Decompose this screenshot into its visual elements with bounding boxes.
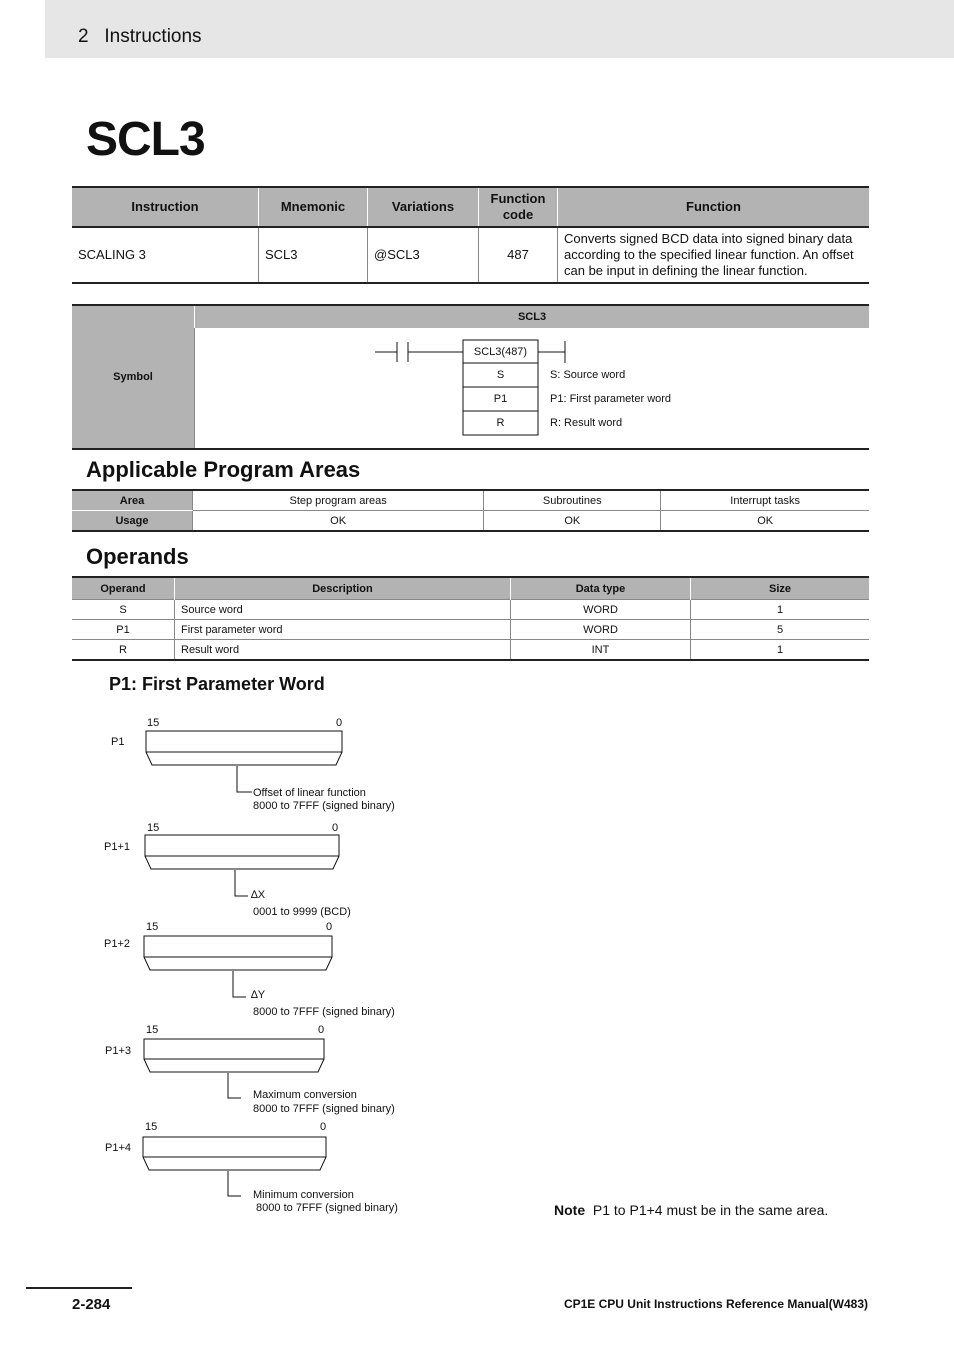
manual-title: CP1E CPU Unit Instructions Reference Manual(W483) (563, 1297, 868, 1311)
page-number: 2-284 (72, 1296, 111, 1313)
word-p1-range: 8000 to 7FFF (signed binary) (253, 800, 395, 812)
section-header: 2 Instructions (78, 26, 202, 47)
usage-interrupt-tasks: OK (661, 511, 869, 532)
row-label-usage: Usage (72, 511, 193, 532)
cell-description: First parameter word (175, 620, 511, 640)
cell-data-type: WORD (511, 600, 691, 620)
symbol-heading: SCL3 (195, 305, 870, 328)
usage-step-program: OK (193, 511, 484, 532)
cell-description: Source word (175, 600, 511, 620)
word-p1-1-range: 0001 to 9999 (BCD) (253, 906, 351, 918)
col-step-program-areas: Step program areas (193, 490, 484, 511)
cell-size: 1 (691, 600, 870, 620)
note-text: P1 to P1+4 must be in the same area. (592, 1202, 829, 1218)
col-header-instruction: Instruction (72, 187, 259, 227)
bit-0-label: 0 (318, 1024, 325, 1036)
word-p1-4-desc: Minimum conversion (253, 1189, 354, 1201)
col-header-data-type: Data type (511, 577, 691, 600)
cell-function: Converts signed BCD data into signed binary data according to the specified linear function. An offset can be input in defining the linear function. (558, 227, 870, 283)
cell-instruction: SCALING 3 (72, 227, 259, 283)
cell-description: Result word (175, 640, 511, 661)
operands-heading: Operands (86, 544, 189, 569)
operand-s-description: S: Source word (550, 369, 626, 381)
col-header-description: Description (175, 577, 511, 600)
note (554, 1202, 828, 1218)
operand-s: S (496, 369, 505, 381)
cell-data-type: WORD (511, 620, 691, 640)
cell-operand: S (72, 600, 175, 620)
col-header-mnemonic: Mnemonic (259, 187, 368, 227)
word-label-p1-3: P1+3 (105, 1045, 131, 1057)
word-p1-3-range: 8000 to 7FFF (signed binary) (253, 1103, 395, 1115)
cell-variations: @SCL3 (368, 227, 479, 283)
col-subroutines: Subroutines (484, 490, 661, 511)
cell-operand: R (72, 640, 175, 661)
footer-rule (26, 1287, 132, 1289)
symbol-label: Symbol (72, 305, 195, 449)
usage-subroutines: OK (484, 511, 661, 532)
word-p1-2-range: 8000 to 7FFF (signed binary) (253, 1006, 395, 1018)
word-label-p1-2: P1+2 (104, 938, 130, 950)
page-title: SCL3 (86, 113, 205, 166)
cell-size: 5 (691, 620, 870, 640)
word-p1-4-range: 8000 to 7FFF (signed binary) (253, 1202, 398, 1214)
cell-operand: P1 (72, 620, 175, 640)
areas-heading: Applicable Program Areas (86, 457, 361, 482)
bit-15-label: 15 (146, 1024, 159, 1036)
col-interrupt-tasks: Interrupt tasks (661, 490, 869, 511)
col-header-size: Size (691, 577, 870, 600)
p1-heading: P1: First Parameter Word (109, 674, 325, 694)
bit-0-label: 0 (320, 1121, 327, 1133)
bit-15-label: 15 (146, 921, 159, 933)
word-label-p1: P1 (111, 736, 125, 748)
operand-p1: P1 (493, 393, 508, 405)
word-label-p1-1: P1+1 (104, 841, 130, 853)
operand-r-description: R: Result word (550, 417, 623, 429)
function-box-title: SCL3(487) (473, 346, 528, 358)
bit-0-label: 0 (332, 822, 339, 834)
bit-15-label: 15 (147, 822, 160, 834)
col-header-operand: Operand (72, 577, 175, 600)
word-p1-2-desc: ∆Y (251, 989, 266, 1001)
operand-p1-description: P1: First parameter word (550, 393, 672, 405)
bit-0-label: 0 (336, 717, 343, 729)
row-label-area: Area (72, 490, 193, 511)
cell-size: 1 (691, 640, 870, 661)
bit-0-label: 0 (326, 921, 333, 933)
cell-function-code: 487 (479, 227, 558, 283)
cell-mnemonic: SCL3 (259, 227, 368, 283)
note-label: Note (554, 1202, 586, 1218)
word-label-p1-4: P1+4 (105, 1142, 131, 1154)
operand-r: R (496, 417, 505, 429)
word-p1-1-desc: ∆X (251, 889, 266, 901)
word-p1-desc: Offset of linear function (253, 787, 366, 799)
word-p1-3-desc: Maximum conversion (253, 1089, 357, 1101)
bit-15-label: 15 (147, 717, 160, 729)
bit-15-label: 15 (145, 1121, 158, 1133)
col-header-function-code: Function code (479, 187, 558, 227)
cell-data-type: INT (511, 640, 691, 661)
col-header-function: Function (558, 187, 870, 227)
col-header-variations: Variations (368, 187, 479, 227)
